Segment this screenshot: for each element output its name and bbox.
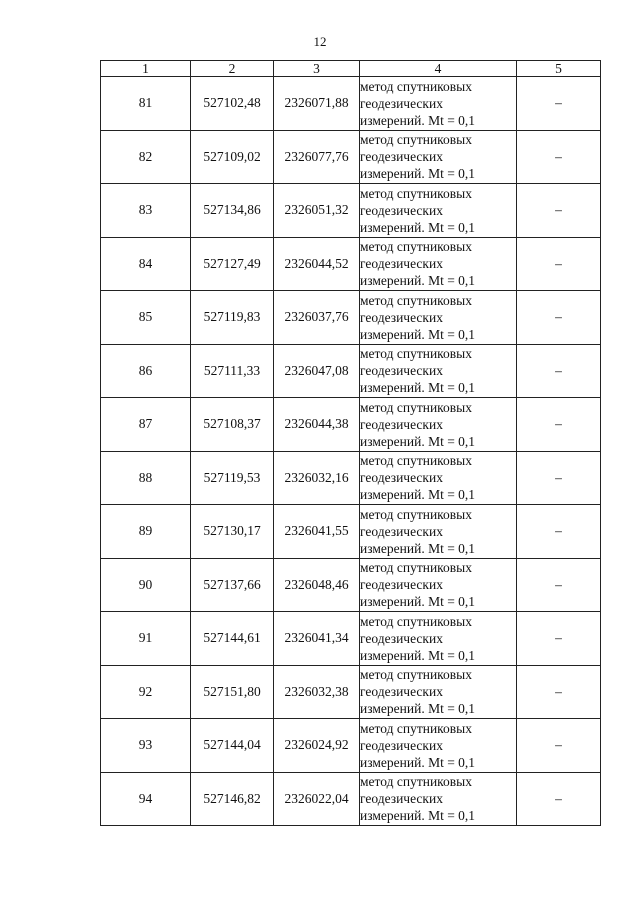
accuracy-cell: – (517, 558, 601, 612)
point-number-cell: 82 (101, 130, 191, 184)
method-cell (360, 130, 517, 184)
method-text-line: геодезических (360, 363, 443, 379)
method-cell (360, 665, 517, 719)
y-coordinate-cell: 2326044,38 (274, 398, 360, 452)
column-header: 3 (274, 61, 360, 77)
table-header-row (101, 61, 601, 77)
method-text-line: геодезических (360, 523, 443, 539)
accuracy-cell: – (517, 130, 601, 184)
y-coordinate-cell: 2326044,52 (274, 237, 360, 291)
table-row (101, 130, 601, 184)
y-coordinate-cell: 2326041,55 (274, 505, 360, 559)
point-number-cell: 87 (101, 398, 191, 452)
method-text-line: измерений. Mt = 0,1 (360, 433, 476, 449)
point-number-cell: 85 (101, 291, 191, 345)
point-number-cell: 91 (101, 612, 191, 666)
method-text-line: геодезических (360, 256, 443, 272)
method-text-line: метод спутниковых (360, 613, 472, 629)
x-coordinate-cell: 527119,53 (191, 451, 274, 505)
method-text-line: метод спутниковых (360, 453, 472, 469)
point-number-cell: 81 (101, 77, 191, 131)
method-cell (360, 237, 517, 291)
point-number-cell: 86 (101, 344, 191, 398)
method-cell (360, 772, 517, 826)
method-text-line: метод спутниковых (360, 132, 472, 148)
method-text-line: измерений. Mt = 0,1 (360, 112, 476, 128)
table-row (101, 344, 601, 398)
method-text-line: геодезических (360, 149, 443, 165)
table-body (101, 77, 601, 826)
point-number-cell: 92 (101, 665, 191, 719)
method-text-line: метод спутниковых (360, 506, 472, 522)
method-text-line: метод спутниковых (360, 667, 472, 683)
accuracy-cell: – (517, 665, 601, 719)
y-coordinate-cell: 2326048,46 (274, 558, 360, 612)
method-text-line: измерений. Mt = 0,1 (360, 808, 476, 824)
x-coordinate-cell: 527146,82 (191, 772, 274, 826)
x-coordinate-cell: 527127,49 (191, 237, 274, 291)
method-text-line: измерений. Mt = 0,1 (360, 754, 476, 770)
method-text-line: измерений. Mt = 0,1 (360, 166, 476, 182)
accuracy-cell: – (517, 505, 601, 559)
table-row (101, 398, 601, 452)
method-text-line: измерений. Mt = 0,1 (360, 701, 476, 717)
accuracy-cell: – (517, 612, 601, 666)
coordinates-table (100, 60, 601, 826)
method-text-line: метод спутниковых (360, 774, 472, 790)
column-header: 1 (101, 61, 191, 77)
point-number-cell: 84 (101, 237, 191, 291)
method-text-line: метод спутниковых (360, 78, 472, 94)
method-text-line: измерений. Mt = 0,1 (360, 540, 476, 556)
method-cell (360, 77, 517, 131)
accuracy-cell: – (517, 719, 601, 773)
method-cell (360, 184, 517, 238)
accuracy-cell: – (517, 398, 601, 452)
x-coordinate-cell: 527144,61 (191, 612, 274, 666)
x-coordinate-cell: 527144,04 (191, 719, 274, 773)
method-text-line: измерений. Mt = 0,1 (360, 594, 476, 610)
method-text-line: геодезических (360, 309, 443, 325)
table-row (101, 665, 601, 719)
method-text-line: метод спутниковых (360, 346, 472, 362)
table-row (101, 719, 601, 773)
y-coordinate-cell: 2326051,32 (274, 184, 360, 238)
y-coordinate-cell: 2326032,38 (274, 665, 360, 719)
method-cell (360, 451, 517, 505)
method-text-line: измерений. Mt = 0,1 (360, 487, 476, 503)
y-coordinate-cell: 2326071,88 (274, 77, 360, 131)
y-coordinate-cell: 2326037,76 (274, 291, 360, 345)
accuracy-cell: – (517, 184, 601, 238)
method-text-line: геодезических (360, 416, 443, 432)
method-text-line: метод спутниковых (360, 560, 472, 576)
x-coordinate-cell: 527108,37 (191, 398, 274, 452)
point-number-cell: 90 (101, 558, 191, 612)
x-coordinate-cell: 527111,33 (191, 344, 274, 398)
method-cell (360, 344, 517, 398)
method-text-line: геодезических (360, 95, 443, 111)
method-text-line: метод спутниковых (360, 399, 472, 415)
method-cell (360, 558, 517, 612)
method-text-line: метод спутниковых (360, 185, 472, 201)
method-text-line: измерений. Mt = 0,1 (360, 647, 476, 663)
table-row (101, 772, 601, 826)
x-coordinate-cell: 527134,86 (191, 184, 274, 238)
y-coordinate-cell: 2326022,04 (274, 772, 360, 826)
y-coordinate-cell: 2326077,76 (274, 130, 360, 184)
method-text-line: геодезических (360, 630, 443, 646)
method-text-line: геодезических (360, 577, 443, 593)
accuracy-cell: – (517, 77, 601, 131)
x-coordinate-cell: 527102,48 (191, 77, 274, 131)
column-header: 4 (360, 61, 517, 77)
method-cell (360, 719, 517, 773)
point-number-cell: 94 (101, 772, 191, 826)
table-row (101, 237, 601, 291)
table-row (101, 505, 601, 559)
method-text-line: метод спутниковых (360, 292, 472, 308)
table-row (101, 612, 601, 666)
method-cell (360, 291, 517, 345)
y-coordinate-cell: 2326041,34 (274, 612, 360, 666)
method-text-line: метод спутниковых (360, 720, 472, 736)
method-text-line: геодезических (360, 470, 443, 486)
method-text-line: измерений. Mt = 0,1 (360, 273, 476, 289)
x-coordinate-cell: 527119,83 (191, 291, 274, 345)
method-text-line: измерений. Mt = 0,1 (360, 219, 476, 235)
method-cell (360, 398, 517, 452)
method-text-line: метод спутниковых (360, 239, 472, 255)
method-text-line: измерений. Mt = 0,1 (360, 326, 476, 342)
point-number-cell: 88 (101, 451, 191, 505)
method-cell (360, 612, 517, 666)
point-number-cell: 83 (101, 184, 191, 238)
point-number-cell: 93 (101, 719, 191, 773)
accuracy-cell: – (517, 344, 601, 398)
table-row (101, 77, 601, 131)
method-text-line: геодезических (360, 202, 443, 218)
page-number: 12 (313, 34, 327, 49)
accuracy-cell: – (517, 451, 601, 505)
x-coordinate-cell: 527109,02 (191, 130, 274, 184)
column-header: 2 (191, 61, 274, 77)
table-row (101, 451, 601, 505)
y-coordinate-cell: 2326032,16 (274, 451, 360, 505)
y-coordinate-cell: 2326024,92 (274, 719, 360, 773)
method-text-line: геодезических (360, 791, 443, 807)
accuracy-cell: – (517, 291, 601, 345)
table-row (101, 558, 601, 612)
x-coordinate-cell: 527137,66 (191, 558, 274, 612)
accuracy-cell: – (517, 237, 601, 291)
x-coordinate-cell: 527130,17 (191, 505, 274, 559)
table-row (101, 291, 601, 345)
method-cell (360, 505, 517, 559)
point-number-cell: 89 (101, 505, 191, 559)
method-text-line: геодезических (360, 684, 443, 700)
column-header: 5 (517, 61, 601, 77)
accuracy-cell: – (517, 772, 601, 826)
y-coordinate-cell: 2326047,08 (274, 344, 360, 398)
table-row (101, 184, 601, 238)
method-text-line: геодезических (360, 737, 443, 753)
x-coordinate-cell: 527151,80 (191, 665, 274, 719)
method-text-line: измерений. Mt = 0,1 (360, 380, 476, 396)
